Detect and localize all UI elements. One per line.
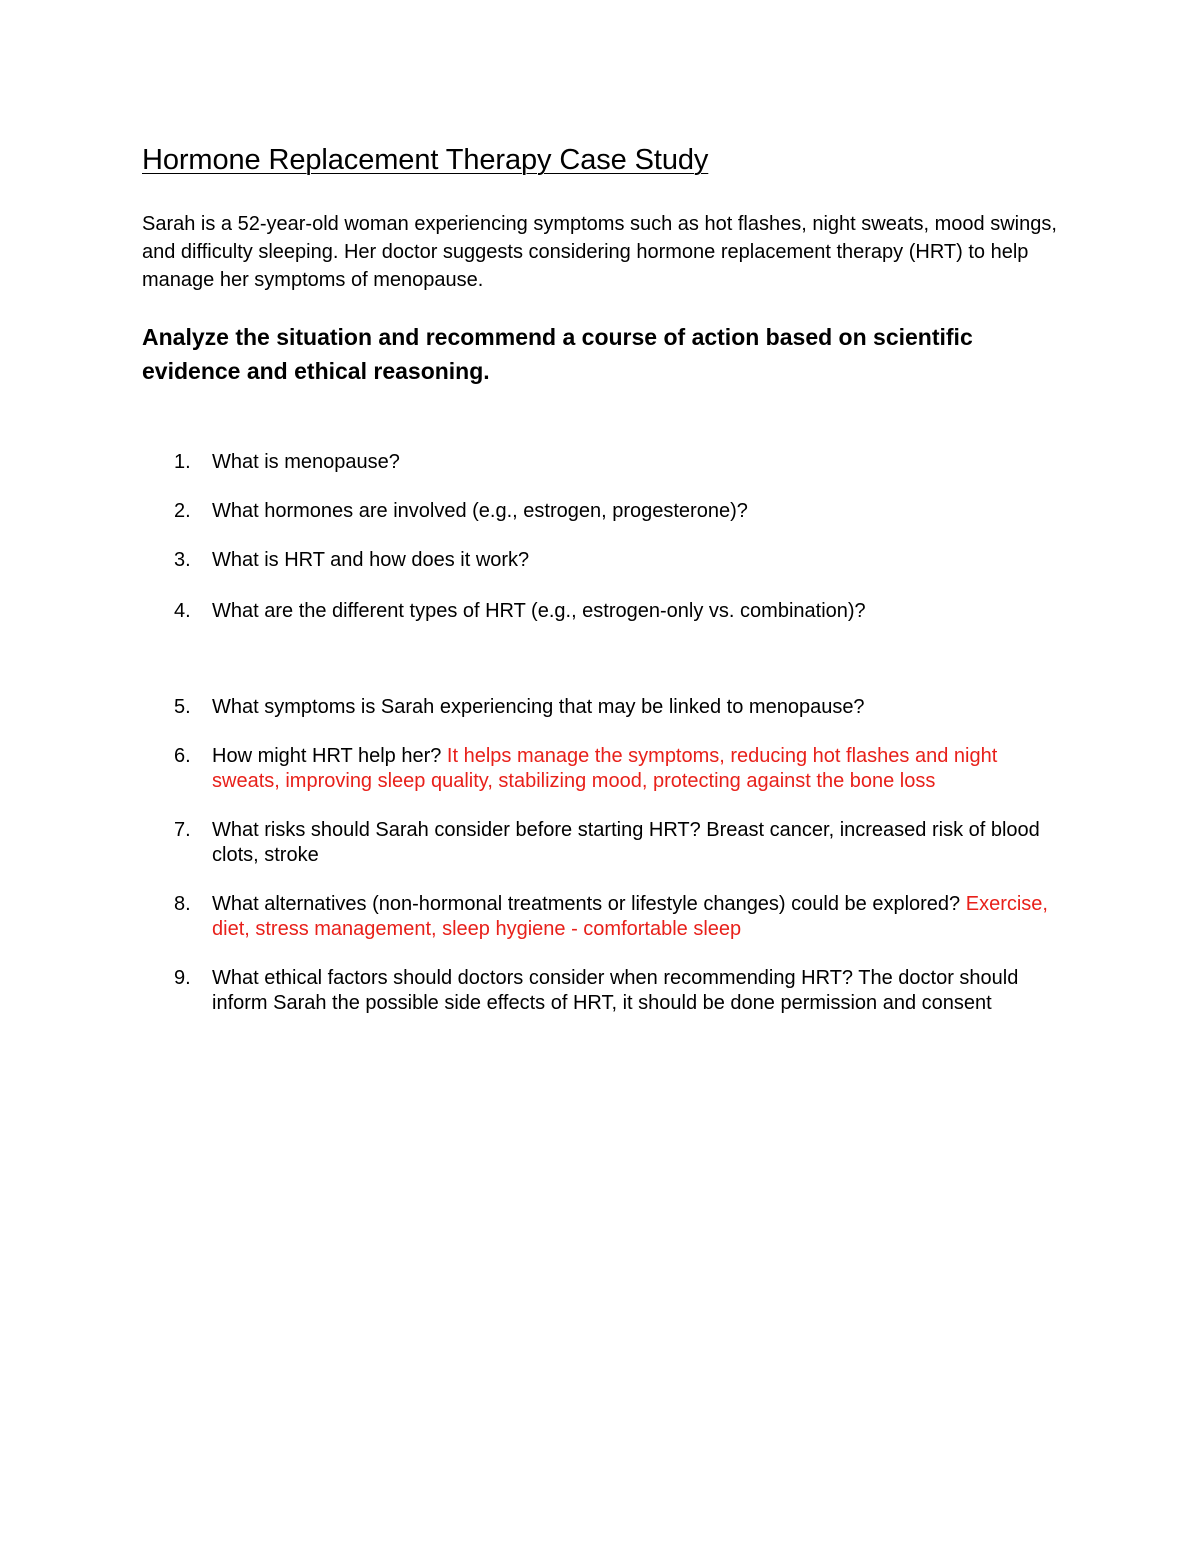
question-text: What ethical factors should doctors consider when recommending HRT? [212, 967, 859, 989]
question-number: 8. [174, 893, 191, 915]
question-item [142, 695, 1062, 720]
answer-text: It helps manage the symptoms, reducing hot flashes and night sweats, improving sleep quality, stabilizing mood, protecting against the bone loss [212, 745, 998, 792]
question-list [142, 450, 1062, 1016]
question-item [142, 499, 1062, 524]
answer-text: Exercise, diet, stress management, sleep hygiene - comfortable sleep [212, 893, 1048, 940]
question-text: What are the different types of HRT (e.g., estrogen-only vs. combination)? [212, 600, 866, 622]
question-number: 5. [174, 696, 191, 718]
question-text: What symptoms is Sarah experiencing that may be linked to menopause? [212, 696, 865, 718]
question-number: 6. [174, 745, 191, 767]
question-item [142, 599, 1062, 624]
case-intro: Sarah is a 52-year-old woman experiencing symptoms such as hot flashes, night sweats, mood swings, and difficulty sleeping. Her doctor suggests considering hormone replacement therapy (HRT) to help manage her symptoms of menopause. [142, 213, 1057, 291]
question-number: 7. [174, 819, 191, 841]
question-item [142, 450, 1062, 475]
question-item [142, 966, 1062, 1016]
question-item [142, 548, 1062, 573]
question-text: What is HRT and how does it work? [212, 549, 530, 571]
question-item [142, 744, 1062, 794]
question-item [142, 818, 1062, 868]
question-number: 1. [174, 451, 191, 473]
question-number: 2. [174, 500, 191, 522]
document-content [142, 138, 1062, 1016]
question-item [142, 892, 1062, 942]
page-title: Hormone Replacement Therapy Case Study [142, 144, 709, 176]
question-number: 3. [174, 549, 191, 571]
question-text: What is menopause? [212, 451, 400, 473]
question-text: What hormones are involved (e.g., estrogen, progesterone)? [212, 500, 748, 522]
question-text: What risks should Sarah consider before starting HRT? [212, 819, 707, 841]
question-number: 9. [174, 967, 191, 989]
question-text: How might HRT help her? [212, 745, 447, 767]
question-number: 4. [174, 600, 191, 622]
question-text: What alternatives (non-hormonal treatments or lifestyle changes) could be explored? [212, 893, 966, 915]
answer-text: The doctor should inform Sarah the possible side effects of HRT, it should be done permission and consent [212, 967, 1019, 1014]
task-prompt: Analyze the situation and recommend a course of action based on scientific evidence and ethical reasoning. [142, 324, 973, 384]
answer-text: Breast cancer, increased risk of blood clots, stroke [212, 819, 1040, 866]
